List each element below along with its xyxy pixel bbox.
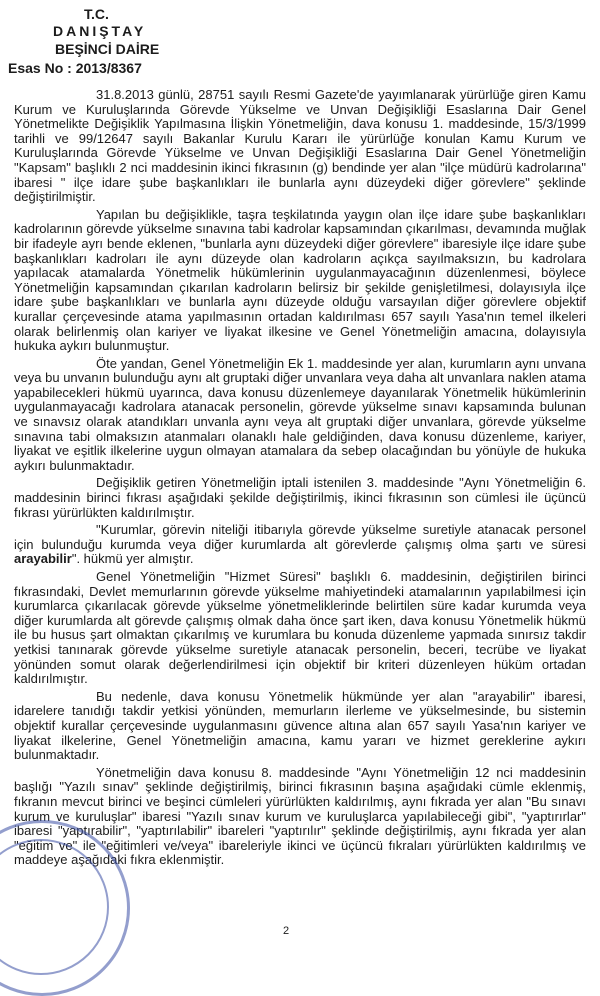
header-tc: T.C. <box>84 6 109 22</box>
paragraph: Öte yandan, Genel Yönetmeliğin Ek 1. maddesinde yer alan, kurumların aynı unvana veya bu unvanın bulunduğu aynı alt gruptaki diğer unvanlara veya daha alt unvanlara naklen atama yapabilecekleri hükmü uyarınca, dava konusu düzenlemeye dayanılarak Yönetmelik hükümlerinin uygulanmayacağı kadrolara atanacak personelin, görevde yükselme sınavı kapsamında bulunan ve sınavsız olarak atandıkları unvanla aynı veya alt gruptaki diğer unvanlara, görevde yükselme sınavına tabi olmaksızın atanmaları olanaklı hale geldiğinden, dava konusu düzenleme, kariyer, liyakat ve eşitlik ilkelerine uygun olmayan atamalara da sebep olacağından bu yönüyle de hukuka aykırı bulunmaktadır. <box>14 355 586 473</box>
paragraph: Değişiklik getiren Yönetmeliğin iptali istenilen 3. maddesinde "Aynı Yönetmeliğin 6. maddesinin birinci fıkrası aşağıdaki şekilde değiştirilmiş, ikinci fıkrasının son cümlesi ile üçüncü fıkrası yürürlükten kaldırılmıştır. <box>14 475 586 520</box>
paragraph: Bu nedenle, dava konusu Yönetmelik hükmünde yer alan "arayabilir" ibaresi, idarelere tanıdığı takdir yetkisi yönünden, memurların ilerleme ve yükselmesinde, bu sistemin objektif kurallar çerçevesinde uygulanmasını güvence altına alan 657 sayılı Yasa'nın kariyer ve liyakat ilkelerine, Genel Yönetmeliğin amacına, kamu yararı ve hizmet gereklerine aykırı bulunmaktadır. <box>14 688 586 763</box>
header-chamber: BEŞİNCİ DAİRE <box>55 41 160 57</box>
seal-inner-ring <box>0 839 109 975</box>
page-number: 2 <box>283 925 290 937</box>
paragraph-with-emphasis: "Kurumlar, görevin niteliği itibarıyla görevde yükselme suretiyle atanacak personel için bulunduğu kurumda veya diğer kurumlarda alt görevlerde çalışmış olma şartı ve süresi arayabilir". hükmü yer almıştır. <box>14 522 586 567</box>
paragraph: Yapılan bu değişiklikle, taşra teşkilatında yaygın olan ilçe idare şube başkanlıkları kadrolarının görevde yükselme sınavına tabi kadrolar kapsamından çıkarılması, devamında muğlak bir ifadeyle ayrı bende eklenen, "bunlarla aynı düzeydeki diğer görevlere" ibaresiyle ilçe idare şube başkanlıkları kadroları ile aynı düzeyde olan kadroların açıkça sayılmaksızın, bu kadrolara yapılacak atamalarda Yönetmelik hükümlerinin uygulanmayacağının düzenlenmesi, böylece Yönetmeliğin kapsamından çıkarılan kadroların belirsiz bir şekilde genişletilmesi, dolayısıyla ilçe idare şube başkanlıkları ve bunlarla aynı düzeyde olduğu varsayılan diğer görevlere objektif kurallar çerçevesinde atama yapılmasının ortadan kaldırılması 657 sayılı Yasa'nın temel ilkeleri olarak belirlenmiş olan kariyer ve liyakat ilkesine ve Genel Yönetmeliğin amacına, dolayısıyla hukuka aykırı bulunmuştur. <box>14 206 586 354</box>
emphasized-word: arayabilir <box>14 551 72 567</box>
paragraph: Yönetmeliğin dava konusu 8. maddesinde "Aynı Yönetmeliğin 12 nci maddesinin başlığı "Yazılı sınav" şeklinde değiştirilmiş, birinci fıkrasının başına aşağıdaki cümle eklenmiş, fıkranın mevcut birinci ve beşinci cümleleri yürürlükten kaldırılmış, aynı fıkrada yer alan "Bu sınavı kurum ve kuruluşlar" ibaresi "Yazılı sınav kurum ve kuruluşlarca yapılabileceği gibi", "yaptırırlar" ibaresi "yaptırabilir", "yaptırılabilir" ibareleri "yaptırılır" şeklinde değiştirilmiş, aynı fıkrada yer alan "eğitim ve" ile "eğitimleri ve/veya" ibareleriyle ikinci ve üçüncü fıkraları yürürlükten kaldırılmış ve maddeye aşağıdaki fıkra eklenmiştir. <box>14 764 586 868</box>
header-case-number: Esas No : 2013/8367 <box>8 60 142 76</box>
paragraph: Genel Yönetmeliğin "Hizmet Süresi" başlıklı 6. maddesinin, değiştirilen birinci fıkrasındaki, Devlet memurlarının görevde yükselme mahiyetindeki atamalarının yapılabilmesi için kurumlarca çıkarılacak görevde yükselme yönetmeliklerinde belirtilen süre kadar kurumda veya diğer kurumlarda alt görevde çalışmış olmak daha önce şart iken, dava konusu Yönetmelik hükmü ile bu husus şart olmaktan çıkarılmış ve kurumlara bu konuda düzenleme yapmada sınırsız takdir yetkisi tanınarak görevde yükselme suretiyle atanacak personelin, beceri, tecrübe ve liyakat yönünden somut olarak değerlendirilmesi için objektif bir kriteri düzenleyen hüküm ortadan kaldırılmıştır. <box>14 569 586 687</box>
document-body <box>14 88 586 871</box>
paragraph: 31.8.2013 günlü, 28751 sayılı Resmi Gazete'de yayımlanarak yürürlüğe giren Kamu Kurum ve Kuruluşlarında Görevde Yükselme ve Unvan Değişikliği Esaslarına Dair Genel Yönetmelikte Değişiklik Yapılmasına İlişkin Yönetmeliğin, dava konusu 1. maddesinde, 15/3/1999 tarihli ve 99/12647 sayılı Bakanlar Kurulu Kararı ile yürürlüğe konulan Kamu Kurum ve Kuruluşlarında Görevde Yükselme ve Unvan Değişikliği Esaslarına Dair Genel Yönetmeliğin "Kapsam" başlıklı 2 nci maddesinin ikinci fıkrasının (g) bendinde yer alan "ilçe müdürü kadrolarına" ibaresi " ilçe idare şube başkanlıkları ile bunlarla aynı düzeydeki diğer görevlere" şeklinde değiştirilmiştir. <box>14 87 586 205</box>
header-court: DANIŞTAY <box>53 23 147 39</box>
